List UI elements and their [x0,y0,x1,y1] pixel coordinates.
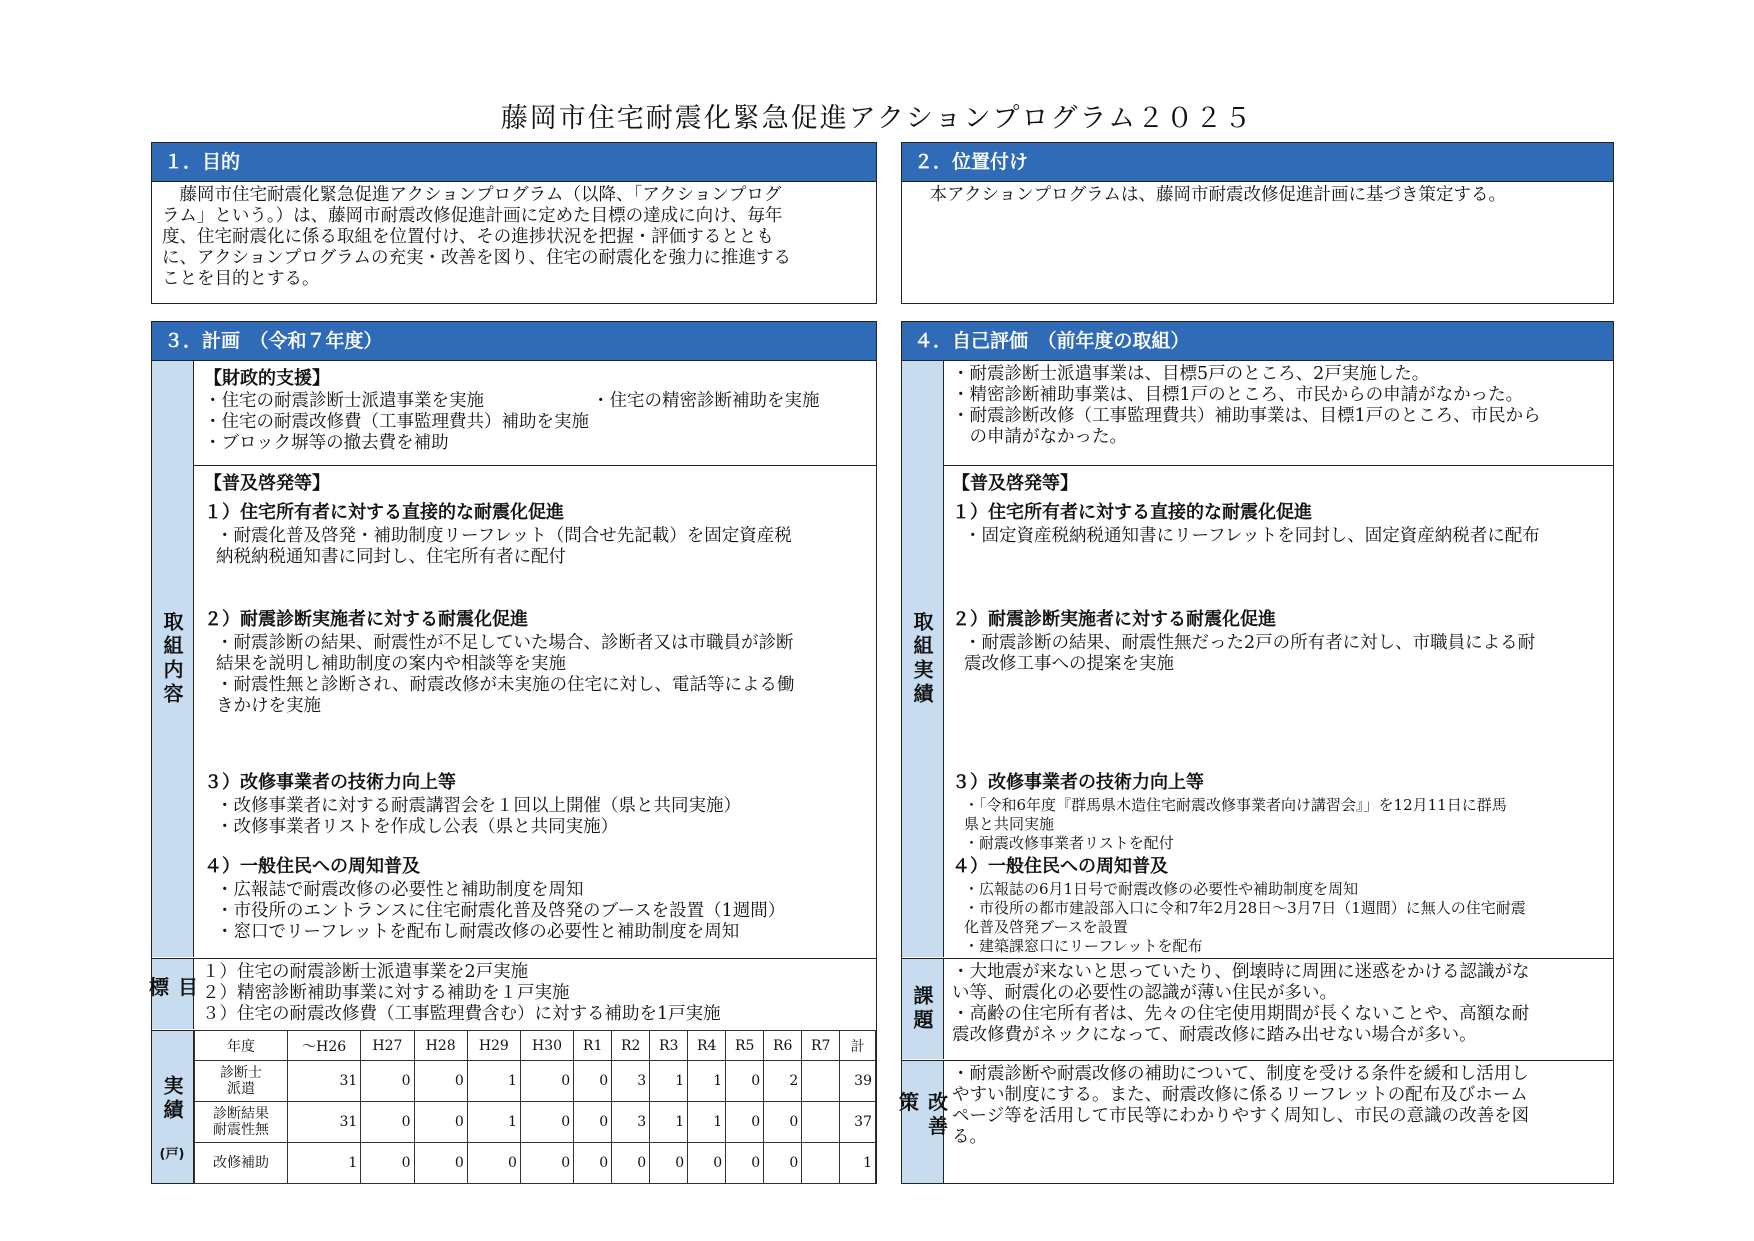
fin-line: ・精密診断補助事業は、目標1戸のところ、市民からの申請がなかった。 [952,385,1524,405]
col-header: R3 [650,1031,688,1061]
item-line: 県と共同実施 [964,815,1055,833]
issue-line: ・高齢の住宅所有者は、先々の住宅使用期間が長くないことや、高額な耐 [952,1004,1530,1024]
item-line: ・耐震化普及啓発・補助制度リーフレット（問合せ先記載）を固定資産税 [216,526,792,546]
purpose-line: ことを目的とする。 [162,269,320,289]
side-text: 改善策 [895,1091,949,1140]
goal-line: １）住宅の耐震診断士派遣事業を2戸実施 [202,962,529,982]
table-cell: 0 [574,1061,612,1102]
item-line: ・耐震診断の結果、耐震性無だった2戸の所有者に対し、市職員による耐 [964,633,1536,653]
table-row [195,1061,876,1102]
table-row [195,1102,876,1143]
table-cell: 0 [361,1102,414,1143]
table-row [195,1143,876,1184]
table-cell: 31 [288,1102,361,1143]
plan-item-4 [204,852,864,943]
table-cell: 0 [520,1102,573,1143]
issue-line: 震改修費がネックになって、耐震改修に踏み出せない場合が多い。 [952,1025,1477,1045]
item-line: ・固定資産税納税通知書にリーフレットを同封し、固定資産納税者に配布 [964,526,1540,546]
side-text: 取組内容 [160,611,184,707]
eval-improvements [952,1064,1612,1148]
eval-side-label-issues [902,959,944,1059]
table-cell: 3 [612,1061,650,1102]
item-line: ・市役所の都市建設部入口に令和7年2月28日～3月7日（1週間）に無人の住宅耐震 [964,899,1526,917]
fin-line: ・ブロック塀等の撤去費を補助 [204,433,449,453]
purpose-line: 藤岡市住宅耐震化緊急促進アクションプログラム（以降、「アクションプログ [162,185,782,205]
row-label [195,1143,288,1184]
col-header: R7 [802,1031,840,1061]
section-positioning-header: ２．位置付け [902,143,1613,182]
fin-line: ・住宅の精密診断補助を実施 [592,391,820,411]
plan-item-3 [204,768,864,838]
col-header: 計 [840,1031,876,1061]
col-header: R5 [726,1031,764,1061]
eval-item-4 [952,852,1612,956]
table-cell [802,1061,840,1102]
table-cell: 0 [414,1061,467,1102]
table-cell: 0 [414,1143,467,1184]
table-cell: 1 [840,1143,876,1184]
item-line: きかけを実施 [216,696,321,716]
row-label-2: 派遣 [227,1081,255,1097]
improve-line: ・耐震診断や耐震改修の補助について、制度を受ける条件を緩和し活用し [952,1064,1529,1084]
table-cell: 1 [688,1102,726,1143]
fin-line: ・住宅の耐震改修費（工事監理費共）補助を実施 [204,412,589,432]
page-title: 藤岡市住宅耐震化緊急促進アクションプログラム２０２５ [500,103,1254,134]
table-cell: 3 [612,1102,650,1143]
table-cell: 0 [467,1143,520,1184]
improve-line: やすい制度にする。また、耐震改修に係るリーフレットの配布及びホーム [952,1085,1528,1105]
item-heading: ２）耐震診断実施者に対する耐震化促進 [204,609,528,630]
table-cell [802,1143,840,1184]
col-header: H29 [467,1031,520,1061]
section-self-evaluation [895,321,1614,1184]
col-header: R2 [612,1031,650,1061]
table-cell: 0 [726,1102,764,1143]
table-cell: 0 [726,1143,764,1184]
item-heading: １）住宅所有者に対する直接的な耐震化促進 [204,502,564,523]
table-header-row [195,1031,876,1061]
fin-line: ・耐震診断改修（工事監理費共）補助事業は、目標1戸のところ、市民から [952,406,1541,426]
section-purpose [151,142,877,304]
table-cell: 0 [688,1143,726,1184]
plan-financial-block [204,364,864,454]
item-line: ・「令和6年度『群馬県木造住宅耐震改修事業者向け講習会』」を12月11日に群馬 [964,796,1507,814]
goal-line: ２）精密診断補助事業に対する補助を１戸実施 [202,983,570,1003]
plan-item-1 [204,498,864,568]
purpose-line: ラム」という。）は、藤岡市耐震改修促進計画に定めた目標の達成に向け、毎年 [162,206,783,226]
section-plan-header: ３．計画 （令和７年度） [152,322,876,361]
table-cell: 39 [840,1061,876,1102]
table-cell: 0 [361,1061,414,1102]
table-cell: 0 [726,1061,764,1102]
plan-side-label-activities [152,361,194,957]
financial-heading: 【財政的支援】 [204,368,330,389]
fin-line: ・住宅の耐震診断士派遣事業を実施 [204,391,484,411]
item-line: ・建築課窓口にリーフレットを配布 [964,937,1203,955]
pop-heading: 【普及啓発等】 [952,473,1078,494]
col-header: H27 [361,1031,414,1061]
improve-line: ページ等を活用して市民等にわかりやすく周知し、市民の意識の改善を図 [952,1106,1530,1126]
eval-side-label-results [902,361,944,957]
table-cell: 0 [361,1143,414,1184]
table-cell: 0 [574,1143,612,1184]
table-cell: 2 [764,1061,802,1102]
item-line: 震改修工事への提案を実施 [964,654,1174,674]
eval-item-2 [952,605,1612,675]
pop-heading: 【普及啓発等】 [204,473,330,494]
item-line: ・窓口でリーフレットを配布し耐震改修の必要性と補助制度を周知 [216,922,740,942]
table-cell: 0 [520,1061,573,1102]
item-line: 結果を説明し補助制度の案内や相談等を実施 [216,654,566,674]
item-heading: ２）耐震診断実施者に対する耐震化促進 [952,609,1276,630]
row-label-2: 耐震性無 [213,1122,269,1138]
row-label-1: 改修補助 [213,1155,269,1171]
table-cell [802,1102,840,1143]
item-heading: ３）改修事業者の技術力向上等 [204,772,456,793]
table-cell: 0 [520,1143,573,1184]
eval-side-label-improvements [895,1061,949,1183]
side-text: 目標 [145,976,199,1001]
item-line: 納税納税通知書に同封し、住宅所有者に配付 [216,547,566,567]
col-header: 年度 [195,1031,288,1061]
purpose-text [162,185,866,290]
plan-side-label-goals [145,959,199,1029]
eval-issues [952,962,1612,1046]
positioning-text: 本アクションプログラムは、藤岡市耐震改修促進計画に基づき策定する。 [912,185,1506,205]
eval-item-3 [952,768,1612,853]
item-heading: ４）一般住民への周知普及 [204,856,420,877]
table-cell: 1 [288,1143,361,1184]
fin-line: ・耐震診断士派遣事業は、目標5戸のところ、2戸実施した。 [952,364,1430,384]
side-text: 課題 [910,985,934,1033]
item-line: ・改修事業者に対する耐震講習会を１回以上開催（県と共同実施） [216,796,741,816]
table-cell: 37 [840,1102,876,1143]
results-table [194,1030,876,1184]
fin-line: の申請がなかった。 [952,427,1127,447]
section-plan [145,321,877,1184]
eval-item-1 [952,498,1612,547]
row-label-1: 診断結果 [213,1106,269,1122]
results-unit: (戸) [159,1147,185,1162]
table-cell: 0 [764,1143,802,1184]
col-header: R1 [574,1031,612,1061]
row-label-1: 診断士 [220,1065,262,1081]
section-positioning [901,142,1614,304]
item-heading: ４）一般住民への周知普及 [952,856,1168,877]
purpose-line: に、アクションプログラムの充実・改善を図り、住宅の耐震化を強力に推進する [162,248,791,268]
plan-side-label-results [152,1031,194,1183]
side-text: 実績 [160,1075,184,1124]
item-line: ・市役所のエントランスに住宅耐震化普及啓発のブースを設置（1週間） [216,901,786,921]
issue-line: ・大地震が来ないと思っていたり、倒壊時に周囲に迷惑をかける認識がな [952,962,1530,982]
table-cell: 0 [414,1102,467,1143]
table-cell: 1 [650,1061,688,1102]
section-purpose-header: １．目的 [152,143,876,182]
item-heading: １）住宅所有者に対する直接的な耐震化促進 [952,502,1312,523]
table-cell: 0 [574,1102,612,1143]
goal-line: ３）住宅の耐震改修費（工事監理費含む）に対する補助を1戸実施 [202,1004,721,1024]
improve-line: る。 [952,1127,987,1147]
item-heading: ３）改修事業者の技術力向上等 [952,772,1204,793]
item-line: 化普及啓発ブースを設置 [964,918,1128,936]
purpose-line: 度、住宅耐震化に係る取組を位置付け、その進捗状況を把握・評価するととも [162,227,774,247]
table-cell: 1 [467,1102,520,1143]
col-header: R4 [688,1031,726,1061]
side-text: 取組実績 [910,611,934,707]
col-header: ～H26 [288,1031,361,1061]
item-line: ・改修事業者リストを作成し公表（県と共同実施） [216,817,619,837]
plan-item-2 [204,605,864,717]
item-line: ・広報誌の6月1日号で耐震改修の必要性や補助制度を周知 [964,880,1359,898]
item-line: ・耐震改修事業者リストを配付 [964,834,1174,852]
section-self-evaluation-header: ４．自己評価 （前年度の取組） [902,322,1613,361]
plan-goals [202,962,862,1025]
table-cell: 0 [612,1143,650,1184]
table-cell: 1 [688,1061,726,1102]
col-header: R6 [764,1031,802,1061]
col-header: H30 [520,1031,573,1061]
row-label [195,1061,288,1102]
row-label [195,1102,288,1143]
table-cell: 1 [467,1061,520,1102]
item-line: ・広報誌で耐震改修の必要性と補助制度を周知 [216,880,584,900]
item-line: ・耐震診断の結果、耐震性が不足していた場合、診断者又は市職員が診断 [216,633,794,653]
table-cell: 1 [650,1102,688,1143]
table-cell: 0 [764,1102,802,1143]
table-cell: 31 [288,1061,361,1102]
col-header: H28 [414,1031,467,1061]
item-line: ・耐震性無と診断され、耐震改修が未実施の住宅に対し、電話等による働 [216,675,795,695]
table-cell: 0 [650,1143,688,1184]
issue-line: い等、耐震化の必要性の認識が薄い住民が多い。 [952,983,1337,1003]
eval-financial-block [952,364,1612,448]
